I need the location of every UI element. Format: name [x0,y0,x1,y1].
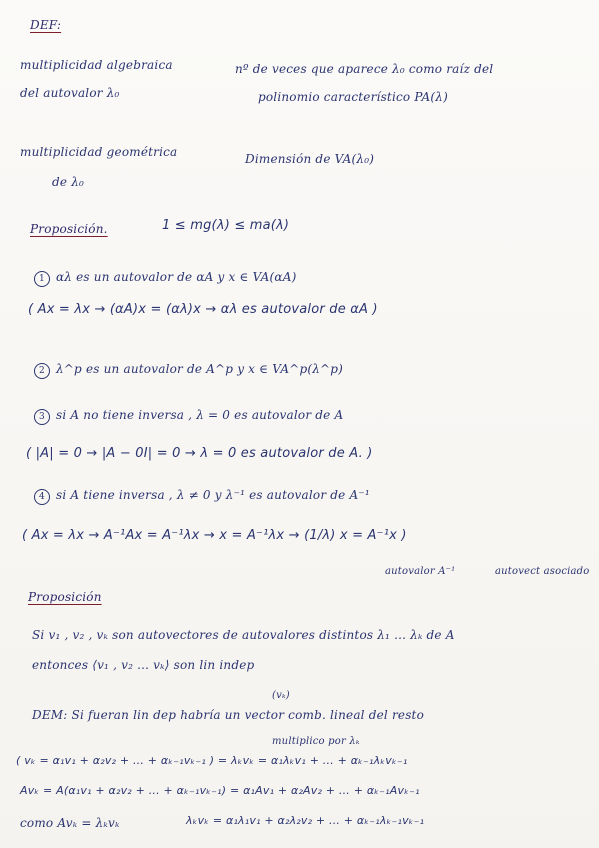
item-3 [34,408,343,425]
item-3-proof: ( |A| = 0 → |A − 0I| = 0 → λ = 0 es autovalor de A. ) [26,446,373,461]
mult-geo-term-1: multiplicidad geométrica [20,145,178,159]
mult-geo-term-2: de λ₀ [52,175,85,189]
proposition-1-formula: 1 ≤ mg(λ) ≤ ma(λ) [162,218,290,233]
item-4-note-eigenvector: autovect asociado [495,566,590,577]
item-3-text: si A no tiene inversa , λ = 0 es autovalor de A [56,408,344,422]
item-1-proof: ( Ax = λx → (αA)x = (αλ)x → αλ es autovalor de αA ) [28,302,378,317]
item-4-proof: ( Ax = λx → A⁻¹Ax = A⁻¹λx → x = A⁻¹λx → (1/λ) x = A⁻¹x ) [22,528,407,543]
mult-alg-term-2: del autovalor λ₀ [20,86,120,100]
equation-3-right: λₖvₖ = α₁λ₁v₁ + α₂λ₂v₂ + ... + αₖ₋₁λₖ₋₁vₖ₋₁ [186,814,425,827]
item-1-text: αλ es un autovalor de αA y x ∈ VA(αA) [56,270,297,284]
proposition-2-title: Proposición [28,590,102,604]
demonstration-multiply-note: multiplico por λₖ [272,736,360,747]
item-3-number: 3 [34,409,50,425]
item-4-number: 4 [34,489,50,505]
item-4 [34,488,370,505]
equation-2: Avₖ = A(α₁v₁ + α₂v₂ + ... + αₖ₋₁vₖ₋₁) = α₁Av₁ + α₂Av₂ + ... + αₖ₋₁Avₖ₋₁ [20,784,420,797]
item-4-text: si A tiene inversa , λ ≠ 0 y λ⁻¹ es autovalor de A⁻¹ [56,488,370,502]
mult-geo-desc: Dimensión de VA(λ₀) [245,152,375,166]
equation-3-left: como Avₖ = λₖvₖ [20,816,120,830]
mult-alg-desc-1: nº de veces que aparece λ₀ como raíz del [235,62,494,76]
proposition-2-line-2: entonces ⟨v₁ , v₂ ... vₖ⟩ son lin indep [32,658,255,672]
mult-alg-term-1: multiplicidad algebraica [20,58,173,72]
proposition-1-title: Proposición. [30,222,108,236]
item-1 [34,270,296,287]
item-4-note-eigenvalue: autovalor A⁻¹ [385,566,456,577]
mult-alg-desc-2: polinomio característico PA(λ) [258,90,448,104]
dem-vk-label: (vₖ) [272,690,290,701]
item-2-text: λ^p es un autovalor de A^p y x ∈ VA^p(λ^p) [56,362,344,376]
def-label: DEF: [30,18,62,32]
demonstration-line: DEM: Si fueran lin dep habría un vector comb. lineal del resto [32,708,425,722]
equation-1: ( vₖ = α₁v₁ + α₂v₂ + ... + αₖ₋₁vₖ₋₁ ) = λₖvₖ = α₁λₖv₁ + ... + αₖ₋₁λₖvₖ₋₁ [16,754,408,767]
proposition-2-line-1: Si v₁ , v₂ , vₖ son autovectores de autovalores distintos λ₁ ... λₖ de A [32,628,455,642]
item-2-number: 2 [34,363,50,379]
item-2 [34,362,343,379]
item-1-number: 1 [34,271,50,287]
